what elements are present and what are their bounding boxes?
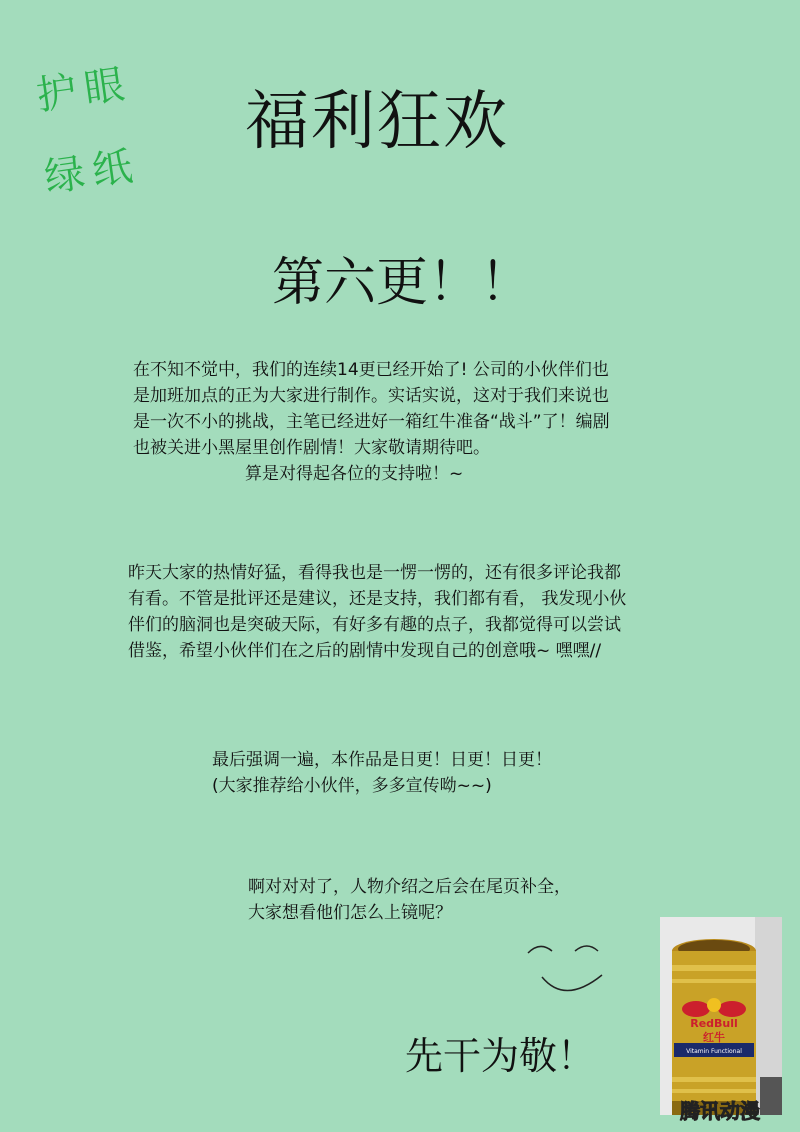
paragraph-line: 大家想看他们怎么上镜呢？ <box>248 903 452 923</box>
redbull-can-photo <box>660 917 782 1115</box>
paragraph-daily-update <box>212 747 552 799</box>
page-title: 福利狂欢 <box>245 85 509 159</box>
paragraph-line: 最后强调一遍，本作品是日更！日更！日更！ <box>212 750 552 770</box>
watermark-logo: 腾讯动漫 <box>680 1099 760 1123</box>
paragraph-characters <box>248 874 571 926</box>
smiley-face-icon <box>520 935 610 1000</box>
paragraph-line: 昨天大家的热情好猛，看得我也是一愣一愣的，还有很多评论我都 <box>128 563 621 583</box>
closing-text: 先干为敬！ <box>405 1034 596 1078</box>
can-brand-text: RedBull <box>690 1017 738 1030</box>
paragraph-line: 有看。不管是批评还是建议，还是支持，我们都有看， 我发现小伙 <box>128 589 627 609</box>
handwritten-note-line1: 护眼 <box>33 60 136 120</box>
paragraph-line: (大家推荐给小伙伴，多多宣传呦~~) <box>212 776 492 796</box>
paragraph-line: 啊对对对了，人物介绍之后会在尾页补全， <box>248 877 571 897</box>
can-sub-text: Vitamin Functional <box>686 1048 742 1055</box>
paragraph-line: 也被关进小黑屋里创作剧情！大家敬请期待吧。 <box>133 438 490 458</box>
paragraph-line: 是加班加点的正为大家进行制作。实话实说，这对于我们来说也 <box>133 386 609 406</box>
handwritten-note-line2: 绿纸 <box>41 142 144 202</box>
redbull-can-icon <box>660 917 782 1115</box>
paragraph-line: 是一次不小的挑战，主笔已经进好一箱红牛准备“战斗”了！编剧 <box>133 412 610 432</box>
paragraph-intro <box>133 357 610 487</box>
paragraph-line: 借鉴，希望小伙伴们在之后的剧情中发现自己的创意哦~ 嘿嘿// <box>128 641 602 661</box>
paragraph-line: 伴们的脑洞也是突破天际，有好多有趣的点子，我都觉得可以尝试 <box>128 615 621 635</box>
can-label-text: 红牛 <box>703 1031 725 1044</box>
paragraph-feedback <box>128 560 626 664</box>
page-subtitle: 第六更！！ <box>272 253 533 313</box>
paragraph-line: 算是对得起各位的支持啦！~ <box>245 464 464 484</box>
paragraph-line: 在不知不觉中，我们的连续14更已经开始了! 公司的小伙伴们也 <box>133 360 609 380</box>
